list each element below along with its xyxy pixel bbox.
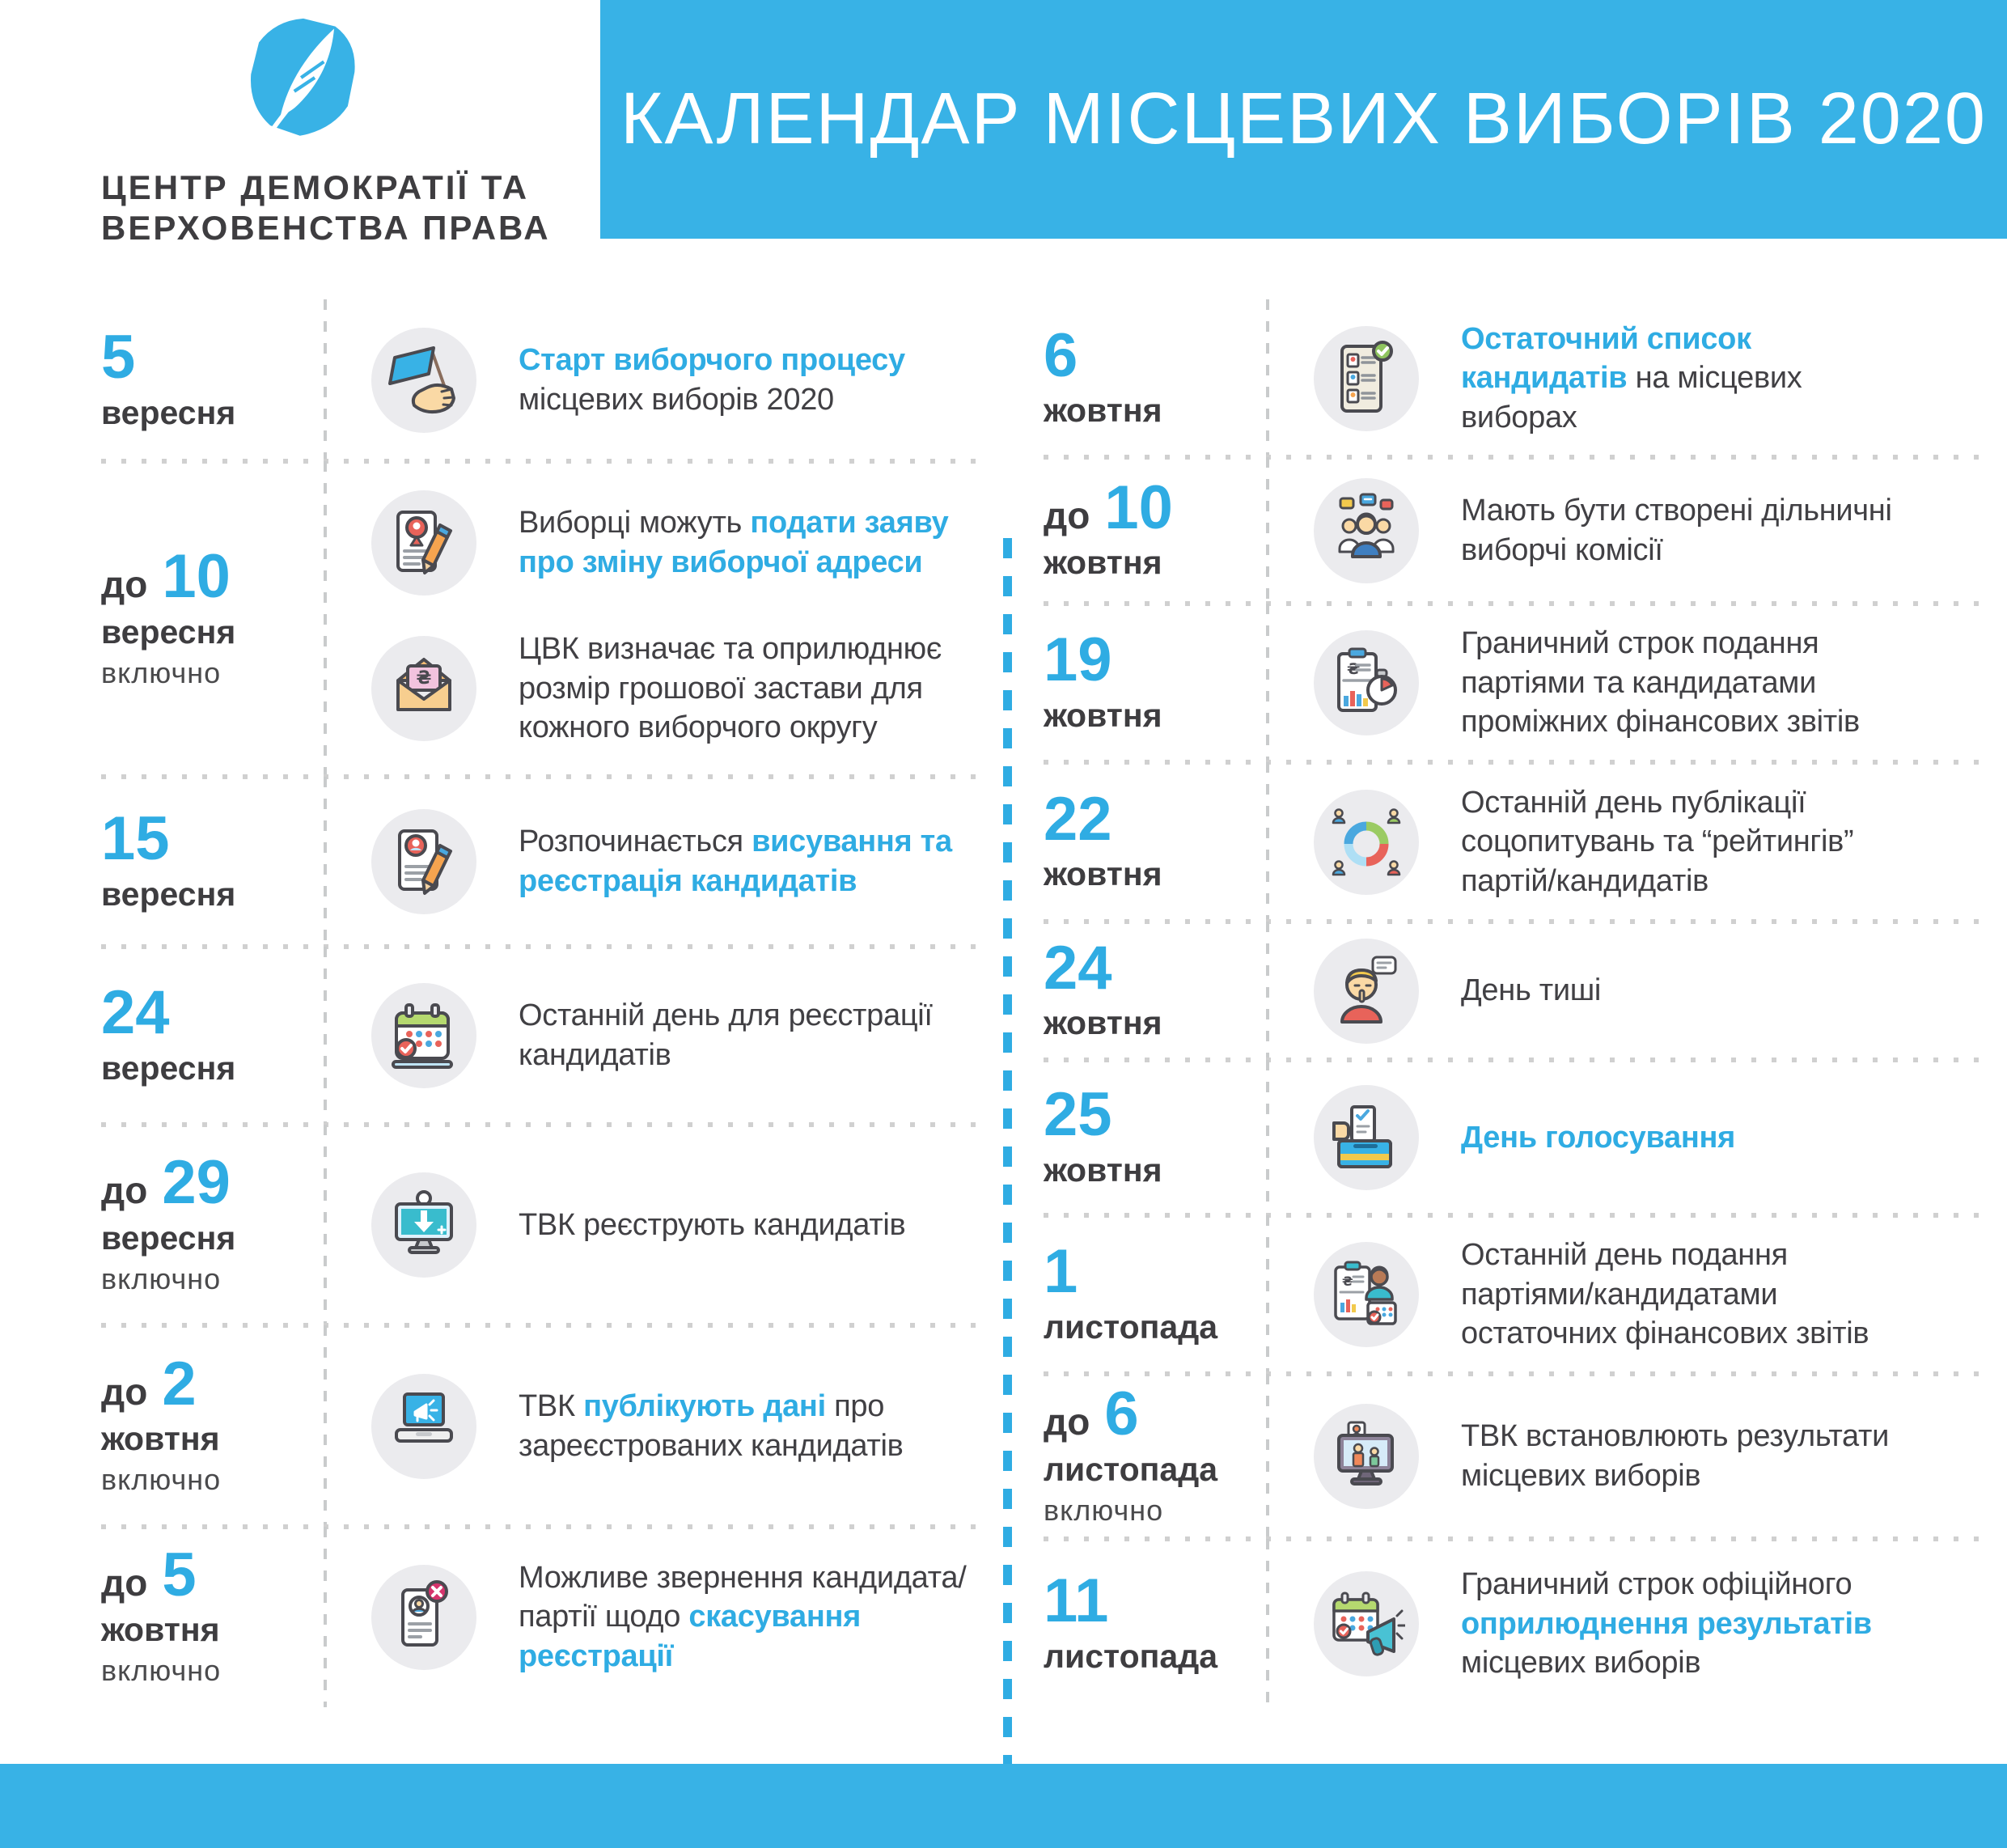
timeline-row — [1044, 1539, 2007, 1709]
address-change-application-icon — [371, 490, 476, 596]
date-number: 5 — [162, 1540, 197, 1609]
candidate-nomination-document-icon — [371, 809, 476, 914]
election-commissions-people-icon — [1314, 478, 1419, 583]
event-description: Останній день подання партіями/кандидатами остаточних фінансових звітів — [1461, 1238, 1869, 1351]
event-description: ТВК публікують дані про зареєстрованих кандидатів — [519, 1388, 904, 1463]
date-prefix: до — [101, 1561, 148, 1604]
registration-cancellation-icon — [371, 1565, 476, 1670]
date-number: 6 — [1044, 320, 1078, 390]
svg-text:₴: ₴ — [416, 668, 432, 689]
timeline-row — [1044, 762, 2007, 922]
timeline-row — [101, 1125, 1007, 1325]
calendar-deadline-icon — [371, 983, 476, 1088]
page-title: КАЛЕНДАР МІСЦЕВИХ ВИБОРІВ 2020 — [620, 78, 1987, 159]
date-month: листопада — [1044, 1450, 1218, 1488]
date-cell — [1044, 1566, 1266, 1675]
svg-text:₴: ₴ — [1342, 1274, 1353, 1289]
date-number: 11 — [1044, 1566, 1109, 1636]
date-prefix: до — [1044, 494, 1090, 536]
timeline-column-right — [1007, 239, 2007, 1764]
event-item — [1314, 1085, 2007, 1190]
event-description: ЦВК визначає та оприлюднює розмір грошової застави для кожного виборчого округу — [519, 632, 942, 745]
interim-finance-report-icon — [1314, 630, 1419, 735]
event-item — [1314, 320, 2007, 438]
center-divider-dashed — [1003, 538, 1012, 1764]
date-month: вересня — [101, 1049, 236, 1087]
date-month: жовтня — [1044, 696, 1162, 734]
date-cell — [1044, 320, 1266, 430]
event-item — [1314, 478, 2007, 583]
date-number: 10 — [162, 542, 231, 612]
timeline-row — [101, 947, 1007, 1125]
date-month: жовтня — [101, 1420, 220, 1458]
event-item — [1314, 1404, 2007, 1509]
event-item — [371, 490, 1007, 596]
date-month: жовтня — [1044, 1004, 1162, 1042]
date-cell — [101, 323, 324, 431]
date-month: жовтня — [1044, 392, 1162, 430]
timeline-row — [1044, 1060, 2007, 1215]
date-suffix: включно — [101, 655, 222, 689]
date-cell — [101, 804, 324, 913]
date-month: вересня — [101, 612, 236, 651]
polls-ratings-chart-icon — [1314, 790, 1419, 895]
timeline-row — [101, 777, 1007, 947]
flag-in-hand-icon — [371, 328, 476, 433]
event-description: Старт виборчого процесу місцевих виборів 2020 — [519, 343, 905, 417]
event-item — [371, 809, 1007, 914]
org-name — [101, 167, 551, 248]
timeline-column-left — [0, 239, 1007, 1764]
feather-logo-icon — [246, 16, 361, 139]
date-cell — [1044, 784, 1266, 893]
org-name-line1: ЦЕНТР ДЕМОКРАТІЇ ТА — [101, 168, 530, 206]
svg-text:₴: ₴ — [1347, 660, 1361, 678]
event-description: Мають бути створені дільничні виборчі комісії — [1461, 493, 1892, 567]
date-month: жовтня — [1044, 1151, 1162, 1189]
date-month: вересня — [101, 393, 236, 431]
event-item — [371, 1374, 1007, 1479]
date-prefix: до — [1044, 1401, 1090, 1443]
laptop-announcement-icon — [371, 1374, 476, 1479]
title-banner — [600, 0, 2007, 239]
date-cell — [101, 1148, 324, 1295]
date-month: листопада — [1044, 1308, 1218, 1346]
date-month: вересня — [101, 1219, 236, 1257]
event-description: День тиші — [1461, 973, 1602, 1008]
date-number: 25 — [1044, 1080, 1112, 1150]
timeline-row — [1044, 299, 2007, 457]
results-announcement-icon — [1314, 1571, 1419, 1676]
date-month: вересня — [101, 875, 236, 913]
event-description: ТВК реєструють кандидатів — [519, 1207, 906, 1242]
timeline-row — [101, 299, 1007, 461]
event-description: Розпочинається висування та реєстрація кандидатів — [519, 824, 952, 898]
date-suffix: включно — [1044, 1493, 1164, 1527]
date-number: 19 — [1044, 625, 1112, 695]
timeline-row — [1044, 457, 2007, 604]
event-description: Остаточний список кандидатів на місцевих виборах — [1461, 321, 1802, 434]
org-logo-block — [101, 16, 551, 248]
event-description: День голосування — [1461, 1120, 1736, 1155]
results-monitor-icon — [1314, 1404, 1419, 1509]
event-description: Граничний строк офіційного оприлюднення результатів місцевих виборів — [1461, 1567, 1872, 1681]
event-item — [1314, 624, 2007, 742]
timeline-row — [101, 1325, 1007, 1527]
date-month: жовтня — [101, 1611, 220, 1649]
event-item — [371, 1172, 1007, 1278]
timeline-row — [101, 461, 1007, 777]
date-number: 29 — [162, 1148, 231, 1218]
money-deposit-envelope-icon — [371, 636, 476, 741]
event-description: Виборці можуть подати заяву про зміну виборчої адреси — [519, 506, 949, 580]
event-description: Можливе звернення кандидата/партії щодо скасування реєстрації — [519, 1560, 967, 1673]
event-description: Останній день для реєстрації кандидатів — [519, 998, 933, 1072]
date-month: жовтня — [1044, 855, 1162, 893]
event-item — [1314, 1236, 2007, 1354]
org-name-line2: ВЕРХОВЕНСТВА ПРАВА — [101, 208, 551, 247]
date-suffix: включно — [101, 1261, 222, 1295]
event-item — [371, 1558, 1007, 1676]
timeline-row — [1044, 604, 2007, 762]
timeline — [0, 239, 2007, 1764]
date-prefix: до — [101, 1370, 148, 1413]
event-description: Граничний строк подання партіями та кандидатами проміжних фінансових звітів — [1461, 626, 1860, 740]
event-item — [1314, 1565, 2007, 1683]
date-number: 24 — [101, 978, 170, 1048]
final-candidate-list-icon — [1314, 326, 1419, 431]
date-number: 22 — [1044, 784, 1112, 854]
event-item — [1314, 783, 2007, 901]
event-item — [1314, 939, 2007, 1044]
footer-bar — [0, 1764, 2007, 1848]
timeline-row — [1044, 1215, 2007, 1374]
date-prefix: до — [101, 1169, 148, 1212]
date-cell — [101, 1540, 324, 1688]
date-number: 15 — [101, 804, 170, 874]
event-description: ТВК встановлюють результати місцевих виборів — [1461, 1419, 1890, 1493]
timeline-row — [101, 1527, 1007, 1707]
timeline-row — [1044, 1374, 2007, 1539]
event-item — [371, 629, 1007, 748]
date-cell — [1044, 933, 1266, 1042]
date-number: 2 — [162, 1349, 197, 1418]
date-cell — [101, 1349, 324, 1497]
date-month: листопада — [1044, 1637, 1218, 1675]
date-number: 24 — [1044, 933, 1112, 1002]
date-cell — [1044, 1237, 1266, 1346]
date-prefix: до — [101, 563, 148, 606]
date-number: 6 — [1104, 1380, 1139, 1449]
date-number: 1 — [1044, 1237, 1078, 1307]
ballot-box-icon — [1314, 1085, 1419, 1190]
date-cell — [1044, 1080, 1266, 1189]
event-description: Останній день публікації соцопитувань та “рейтингів” партій/кандидатів — [1461, 785, 1854, 898]
date-cell — [1044, 473, 1266, 582]
final-finance-report-icon — [1314, 1242, 1419, 1347]
date-suffix: включно — [101, 1654, 222, 1688]
date-suffix: включно — [101, 1463, 222, 1497]
silence-day-icon — [1314, 939, 1419, 1044]
date-cell — [101, 978, 324, 1087]
date-cell — [101, 542, 324, 689]
event-item — [371, 328, 1007, 433]
date-cell — [1044, 1380, 1266, 1527]
tvk-register-monitor-icon — [371, 1172, 476, 1278]
event-item — [371, 983, 1007, 1088]
date-cell — [1044, 625, 1266, 734]
date-month: жовтня — [1044, 544, 1162, 582]
date-number: 10 — [1104, 473, 1173, 542]
timeline-row — [1044, 922, 2007, 1060]
date-number: 5 — [101, 323, 136, 392]
